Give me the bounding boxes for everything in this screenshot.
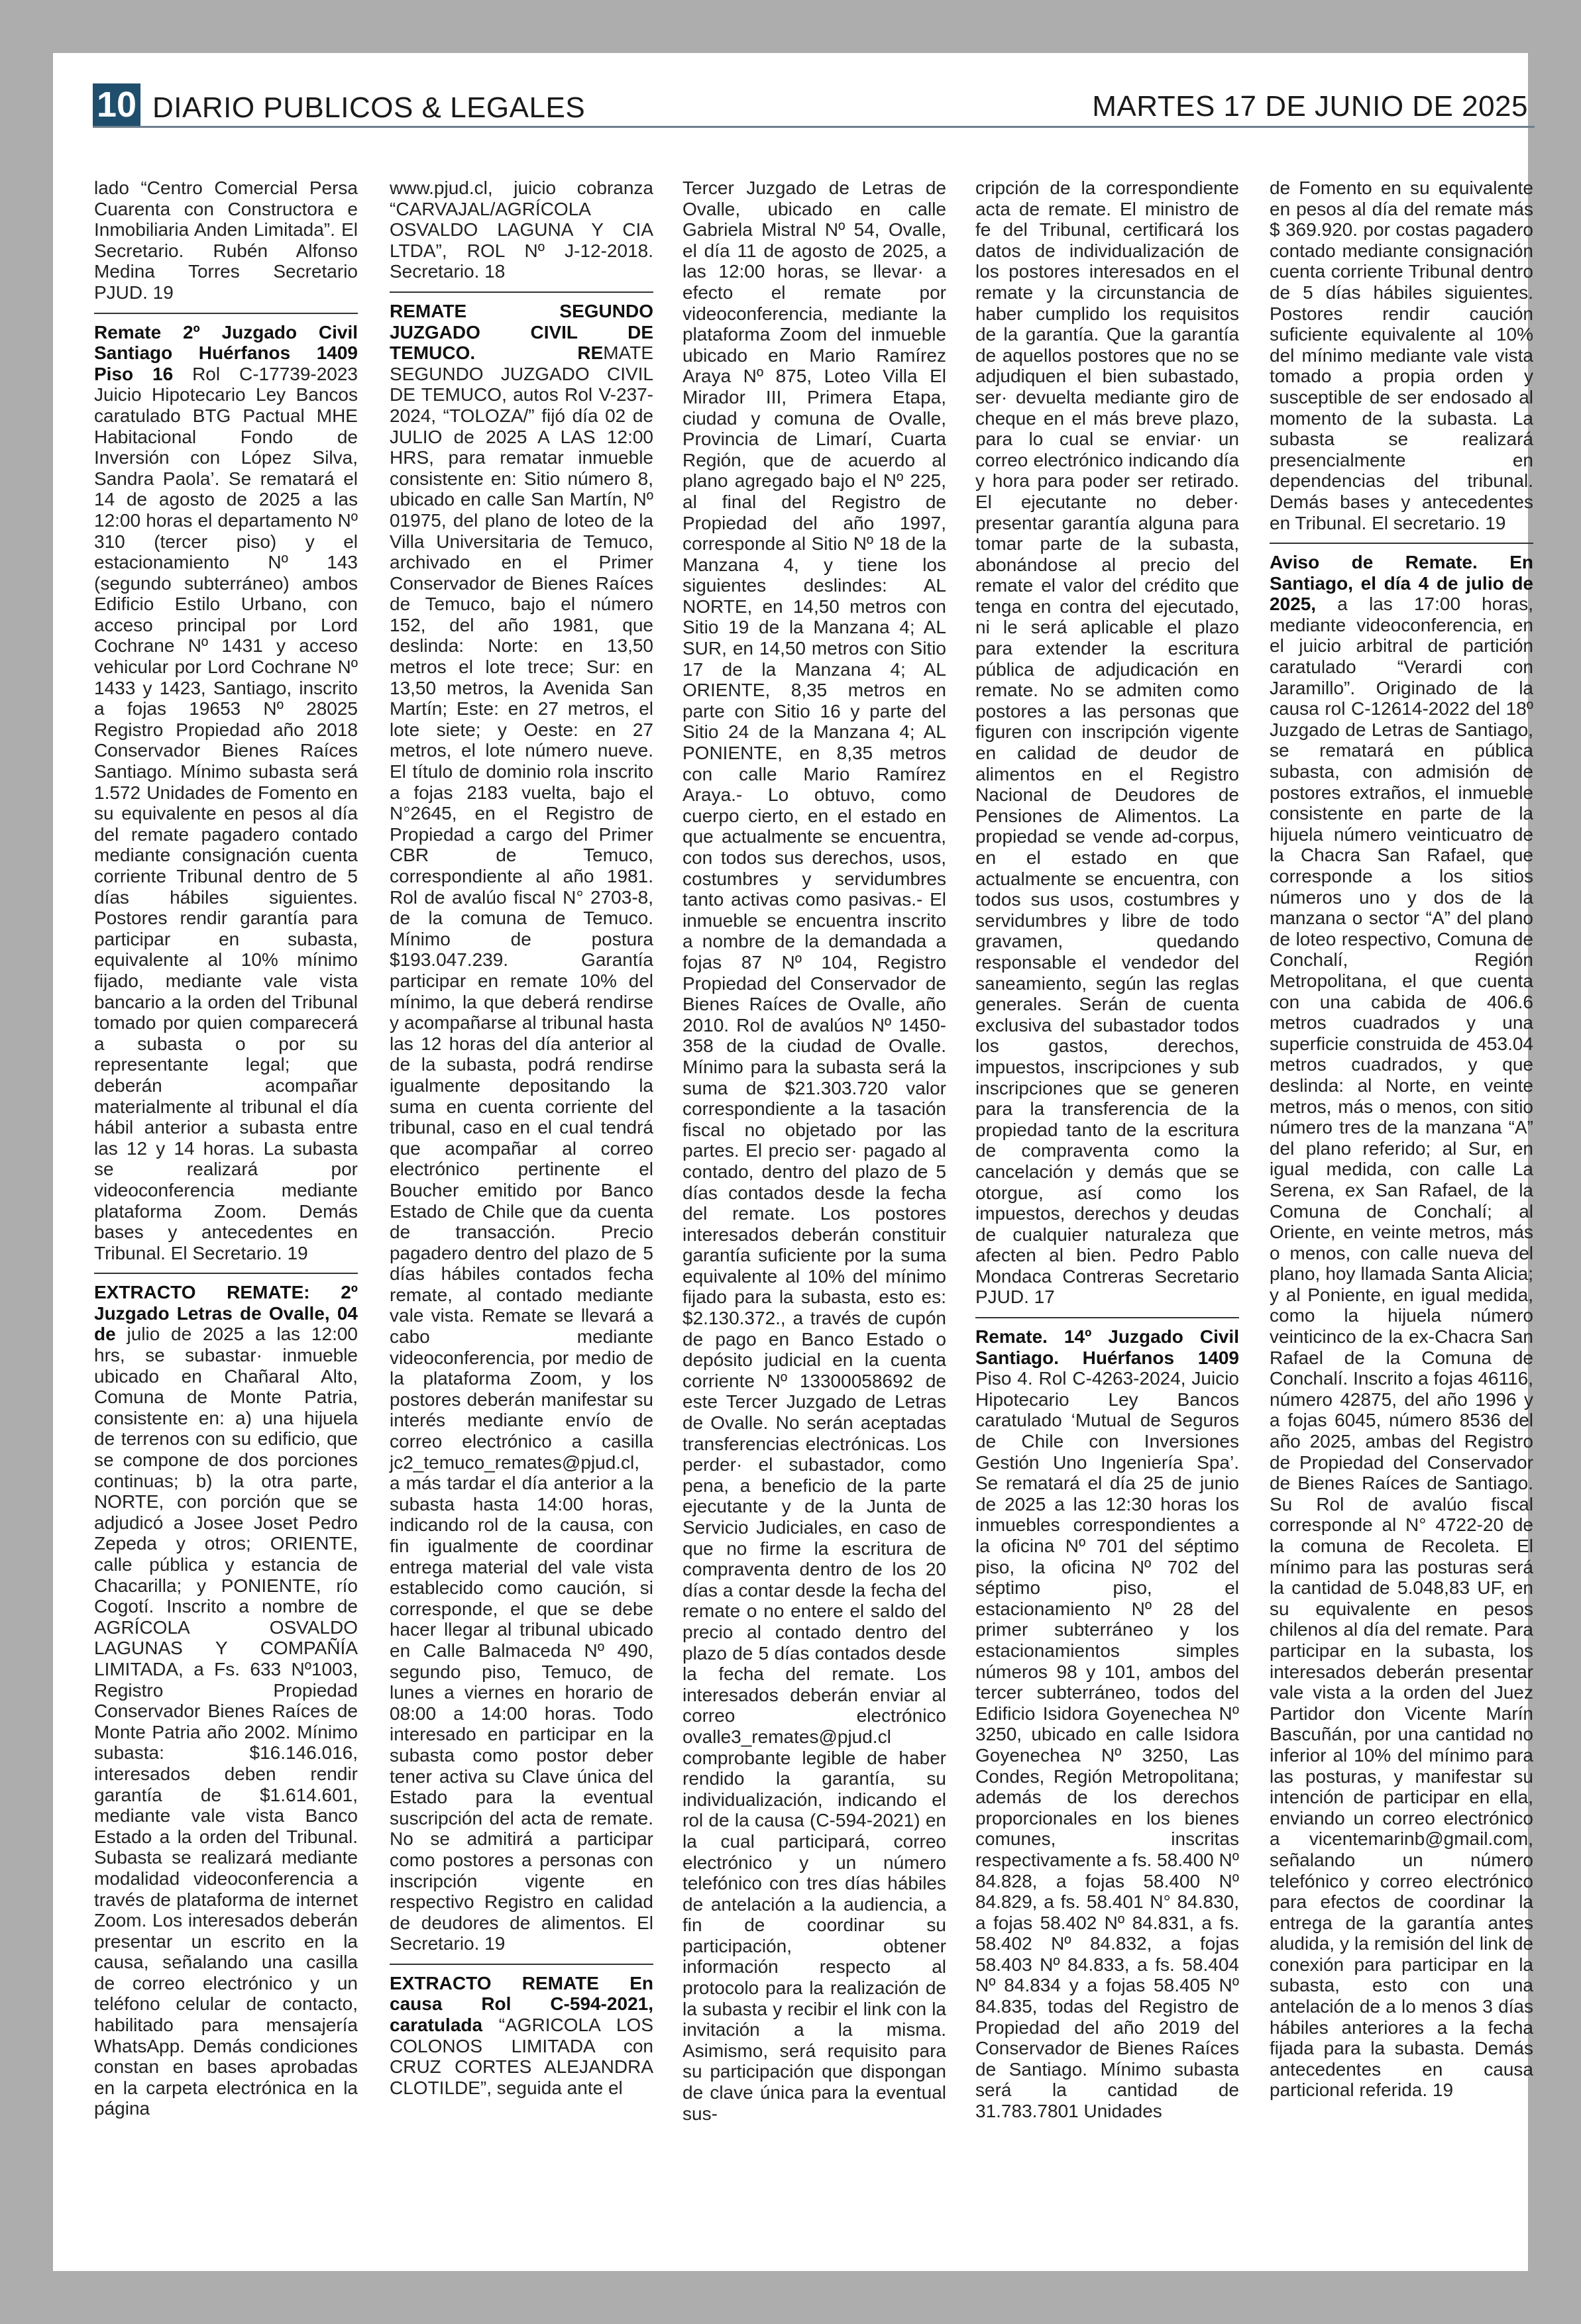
column-3 [682,178,946,2124]
notice-body: MATE SEGUNDO JUZGADO CIVIL DE TEMUCO, autos Rol V-237-2024, “TOLOZA/” fijó día 02 de JULIO de 2025 A LAS 12:00 HRS, para rematar inmueble consistente en: Sitio número 8, ubicado en calle San Martín, Nº 01975, del plano de loteo de la Villa Universitaria de Temuco, archivado en el Primer Conservador de Bienes Raíces de Temuco, bajo el número 152, del año 1981, que deslinda: Norte: en 13,50 metros el lote trece; Sur: en 13,50 metros, la Avenida San Martín; Este: en 27 metros, el lote siete; y Oeste: en 27 metros, el lote número nueve. El título de dominio rola inscrito a fojas 2183 vuelta, bajo el N°2645, en el Registro de Propiedad a cargo del Primer CBR de Temuco, correspondiente al año 1981. Rol de avalúo fiscal N° 2703-8, de la comuna de Temuco. Mínimo de postura $193.047.239. Garantía participar en remate 10% del mínimo, la que deberá rendirse y acompañarse al tribunal hasta las 12 horas del día anterior al de la subasta, podrá rendirse igualmente depositando la suma en cuenta corriente del tribunal, caso en el cual tendrá que acompañar al correo electrónico pertinente el Boucher emitido por Banco Estado de Chile que da cuenta de transacción. Precio pagadero dentro del plazo de 5 días hábiles contados fecha remate, al contado mediante vale vista. Remate se llevará a cabo mediante videoconferencia, por medio de la plataforma Zoom, y los postores deberán manifestar su interés mediante envío de correo electrónico a casilla jc2_temuco_remates@pjud.cl, a más tardar el día anterior a la subasta hasta 14:00 horas, indicando rol de la causa, con fin igualmente de coordinar entrega material del vale vista establecido como caución, si corresponde, el que se debe hacer llegar al tribunal ubicado en Calle Balmaceda Nº 490, segundo piso, Temuco, de lunes a viernes en horario de 08:00 a 14:00 horas. Todo interesado en participar en la subasta como postor deber tener activa su Clave única del Estado para la eventual suscripción del acta de remate. No se admitirá a participar como postores a personas con inscripción vigente en respectivo Registro en calidad de deudores de alimentos. El Secretario. 19 [390,343,653,1954]
notice-title: EXTRACTO REMATE En causa Rol C-594-2021, caratulada [390,1972,653,2036]
notice-body: lado “Centro Comercial Persa Cuarenta con Constructora e Inmobiliaria Anden Limitada”. El Secretario. Rubén Alfonso Medina Torres Secretario PJUD. 19 [94,178,358,303]
column-2 [390,178,653,2098]
column-4 [975,178,1239,2122]
publication-title: DIARIO PUBLICOS & LEGALES [152,91,586,124]
notice-continuation [682,178,946,2124]
column-5 [1270,178,1533,2101]
notice-body: de Fomento en su equivalente en pesos al día del remate más $ 369.920. por costas pagadero contado mediante consignación cuenta corriente Tribunal dentro de 5 días hábiles siguientes. Postores rendir caución suficiente equivalente al 10% del mínimo mediante vale vista tomado a propia orden y susceptible de ser endosado al momento de la subasta. La subasta se realizará presencialmente en dependencias del tribunal. Demás bases y antecedentes en Tribunal. El secretario. 19 [1270,178,1533,533]
notice-title: Aviso de Remate. En Santiago, el día 4 de julio de 2025, [1270,552,1533,615]
page-number: 10 [93,83,140,126]
notice-divider [390,291,653,293]
notice-body: Tercer Juzgado de Letras de Ovalle, ubicado en calle Gabriela Mistral Nº 54, Ovalle, el día 11 de agosto de 2025, a las 12:00 horas, se llevar· a efecto el remate por videoconferencia, mediante la plataforma Zoom del inmueble ubicado en Mario Ramírez Araya Nº 875, Loteo Villa El Mirador III, Primera Etapa, ciudad y comuna de Ovalle, Provincia de Limarí, Cuarta Región, que de acuerdo al plano agregado bajo el Nº 225, al final del Registro de Propiedad del año 1997, corresponde al Sitio Nº 18 de la Manzana 4, y tiene los siguientes deslindes: AL NORTE, en 14,50 metros con Sitio 19 de la Manzana 4; AL SUR, en 14,50 metros con Sitio 17 de la Manzana 4; AL ORIENTE, 8,35 metros en parte con Sitio 16 y parte del Sitio 24 de la Manzana 4; AL PONIENTE, en 8,35 metros con calle Mario Ramírez Araya.- Lo obtuvo, como cuerpo cierto, en el estado en que actualmente se encuentra, con todos sus derechos, usos, costumbres y servidumbres tanto activas como pasivas.- El inmueble se encuentra inscrito a nombre de la demandada a fojas 87 Nº 104, Registro Propiedad del Conservador de Bienes Raíces de Ovalle, año 2010. Rol de avalúos Nº 1450-358 de la ciudad de Ovalle. Mínimo para la subasta será la suma de $21.303.720 valor correspondiente a la tasación fiscal no objetado por las partes. El precio ser· pagado al contado, dentro del plazo de 5 días contados desde la fecha del remate. Los postores interesados deberán constituir garantía suficiente por la suma equivalente al 10% del mínimo fijado para la subasta, esto es: $2.130.372., a través de cupón de pago en Banco Estado o depósito judicial en la cuenta corriente Nº 13300058692 de este Tercer Juzgado de Letras de Ovalle. No serán aceptadas transferencias electrónicas. Los perder· el subastador, como pena, a beneficio de la parte ejecutante y de la Junta de Servicio Judiciales, en caso de que no firme la escritura de compraventa dentro de los 20 días a contar desde la fecha del remate o no entere el saldo del precio al contado dentro del plazo de 5 días contados desde la fecha del remate. Los interesados deberán enviar al correo electrónico ovalle3_remates@pjud.cl comprobante legible de haber rendido la garantía, su individualización, indicando el rol de la causa (C-594-2021) en la cual participará, correo electrónico y un número telefónico con tres días hábiles de antelación a la audiencia, a fin de coordinar su participación, obtener información respecto al protocolo para la realización de la subasta y recibir el link con la invitación a la misma. Asimismo, será requisito para su participación que dispongan de clave única para la eventual sus- [682,178,946,2124]
notice [390,301,653,1954]
notice-body: www.pjud.cl, juicio cobranza “CARVAJAL/AGRÍCOLA OSVALDO LAGUNA Y CIA LTDA”, ROL Nº J-12-2018. Secretario. 18 [390,178,653,282]
notice [94,322,358,1264]
notice-body: a las 17:00 horas, mediante videoconferencia, en el juicio arbitral de partición caratulado “Verardi con Jaramillo”. Originado de la causa rol C-12614-2022 del 18º Juzgado de Letras de Santiago, se rematará en pública subasta, con admisión de postores extraños, el inmueble consistente en parte de la hijuela número veinticuatro de la Chacra San Rafael, que corresponde a los sitios números uno y dos de la manzana o sector “A” del plano de loteo respectivo, Comuna de Conchalí, Región Metropolitana, el que cuenta con una cabida de 406.6 metros cuadrados y una superficie construida de 453.04 metros cuadrados, y que deslinda: al Norte, en veinte metros, más o menos, con sitio número tres de la manzana “A” del plano referido; al Sur, en igual medida, con calle La Serena, ex San Rafael, de la Comuna de Conchalí; al Oriente, en veinte metros, más o menos, con calle nueva del plano, hoy llamada Santa Alicia; y al Poniente, en igual medida, como la hijuela número veinticinco de la ex-Chacra San Rafael de la Comuna de Conchalí. Inscrito a fojas 46116, número 42875, del año 1996 y a fojas 6045, número 8536 del año 2025, ambas del Registro de Propiedad del Conservador de Bienes Raíces de Santiago. Su Rol de avalúo fiscal corresponde al N° 4722-20 de la comuna de Recoleta. El mínimo para las posturas será la cantidad de 5.048,83 UF, en su equivalente en pesos chilenos al día del remate. Para participar en la subasta, los interesados deberán presentar vale vista a la orden del Juez Partidor don Vicente Marín Bascuñán, por una cantidad no inferior al 10% del mínimo para las posturas, y manifestar su intención de participar en ella, enviando un correo electrónico a vicentemarinb@gmail.com, señalando un número telefónico y correo electrónico para efectos de coordinar la entrega de la garantía antes aludida, y la remisión del link de conexión para participar en la subasta, esto con una antelación de a lo menos 3 días hábiles anteriores a la fecha fijada para la subasta. Demás antecedentes en causa particional referida. 19 [1270,594,1534,2101]
publication-date: MARTES 17 DE JUNIO DE 2025 [1092,90,1528,123]
page-header [93,83,1535,128]
notice [390,1973,653,2099]
notice-body: “AGRICOLA LOS COLONOS LIMITADA con CRUZ CORTES ALEJANDRA CLOTILDE”, seguida ante el [390,2015,653,2098]
notice-title: REMATE SEGUNDO JUZGADO CIVIL DE TEMUCO. RE [390,300,653,364]
notice-title: EXTRACTO REMATE: 2º Juzgado Letras de Ovalle, 04 de [94,1282,358,1345]
notice-divider [1270,543,1533,544]
notice-divider [94,313,358,314]
notice-body: julio de 2025 a las 12:00 hrs, se subastar· inmueble ubicado en Chañaral Alto, Comuna de Monte Patria, consistente en: a) una hijuela de terrenos con su edificio, que se compone de dos porciones continuas; b) la otra parte, NORTE, con porción que se adjudicó a Josee Joset Pedro Zepeda y otros; ORIENTE, calle pública y estancia de Chacarilla; y PONIENTE, río Cogotí. Inscrito a nombre de AGRÍCOLA OSVALDO LAGUNAS Y COMPAÑÍA LIMITADA, a Fs. 633 Nº1003, Registro Propiedad Conservador Bienes Raíces de Monte Patria año 2002. Mínimo subasta: $16.146.016, interesados deben rendir garantía de $1.614.601, mediante vale vista Banco Estado a la orden del Tribunal. Subasta se realizará mediante modalidad videoconferencia a través de plataforma de internet Zoom. Los interesados deberán presentar un escrito en la causa, señalando una casilla de correo electrónico y un teléfono celular de contacto, habilitado para mensajería WhatsApp. Demás condiciones constan en bases aprobadas en la carpeta electrónica en la página [94,1324,358,2119]
column-1 [94,178,358,2119]
notice [975,1326,1239,2122]
notice-body: Rol C-17739-2023 Juicio Hipotecario Ley Bancos caratulado BTG Pactual MHE Habitacional Fondo de Inversión con López Silva, Sandra Paola’. Se rematará el 14 de agosto de 2025 a las 12:00 horas el departamento Nº 310 (tercer piso) y el estacionamiento Nº 143 (segundo subterráneo) ambos Edificio Estilo Urbano, con acceso principal por Lord Cochrane Nº 1431 y acceso vehicular por Lord Cochrane Nº 1433 y 1423, Santiago, inscrito a fojas 19653 Nº 28025 Registro Propiedad año 2018 Conservador Bienes Raíces Santiago. Mínimo subasta será 1.572 Unidades de Fomento en su equivalente en pesos al día del remate pagadero contado mediante consignación cuenta corriente Tribunal dentro de 5 días hábiles siguientes. Postores rendir garantía para participar en subasta, equivalente al 10% mínimo fijado, mediante vale vista bancario a la orden del Tribunal tomado por quien comparecerá a subasta o por su representante legal; que deberán acompañar materialmente al tribunal el día hábil anterior a subasta entre las 12 y 14 horas. La subasta se realizará por videoconferencia mediante plataforma Zoom. Demás bases y antecedentes en Tribunal. El Secretario. 19 [94,363,358,1263]
notice-continuation [94,178,358,303]
notice [1270,552,1533,2101]
notice-divider [94,1273,358,1274]
notice-divider [390,1964,653,1965]
notice-continuation [1270,178,1533,533]
notice-continuation [390,178,653,282]
notice-divider [975,1317,1239,1318]
notice-continuation [975,178,1239,1308]
notice-title: Remate 2º Juzgado Civil Santiago Huérfanos 1409 Piso 16 [94,321,358,384]
notice [94,1282,358,2119]
notice-body: cripción de la correspondiente acta de remate. El ministro de fe del Tribunal, certificará los datos de individualización de los postores interesados en el remate y la circunstancia de haber cumplido los requisitos de la garantía. Que la garantía de aquellos postores que no se adjudiquen el bien subastado, ser· devuelta mediante giro de cheque en el más breve plazo, para lo cual se enviar· un correo electrónico indicando día y hora para poder ser retirado. El ejecutante no deber· presentar garantía alguna para tomar parte de la subasta, abonándose al precio del remate el valor del crédito que tenga en contra del ejecutado, ni le será aplicable el plazo para extender la escritura pública de adjudicación en remate. No se admiten como postores a las personas que figuren con inscripción vigente en calidad de deudor de alimentos en el Registro Nacional de Deudores de Pensiones de Alimentos. La propiedad se vende ad-corpus, en el estado en que actualmente se encuentra, con todos sus usos, costumbres y servidumbres y libre de todo gravamen, quedando responsable el vendedor del saneamiento, según las reglas generales. Serán de cuenta exclusiva del subastador todos los gastos, derechos, impuestos, inscripciones y sub inscripciones que se generen para la transferencia de la propiedad tanto de la escritura de compraventa como la cancelación y demás que se otorgue, así como los impuestos, derechos y deudas de cualquier naturaleza que afecten al bien. Pedro Pablo Mondaca Contreras Secretario PJUD. 17 [975,178,1239,1308]
notice-title: Remate. 14º Juzgado Civil Santiago. Huérfanos 1409 [975,1326,1239,1368]
notice-body: Piso 4. Rol C-4263-2024, Juicio Hipotecario Ley Bancos caratulado ‘Mutual de Seguros de Chile con Inversiones Gestión Uno Ingeniería Spa’. Se rematará el día 25 de junio de 2025 a las 12:30 horas los inmuebles correspondientes a la oficina Nº 701 del séptimo piso, la oficina Nº 702 del séptimo piso, el estacionamiento Nº 28 del primer subterráneo y los estacionamientos simples números 98 y 101, ambos del tercer subterráneo, todos del Edificio Isidora Goyenechea Nº 3250, ubicado en calle Isidora Goyenechea Nº 3250, Las Condes, Región Metropolitana; además de los derechos proporcionales en los bienes comunes, inscritas respectivamente a fs. 58.400 Nº 84.828, a fojas 58.400 Nº 84.829, a fs. 58.401 N° 84.830, a fojas 58.402 Nº 84.831, a fs. 58.402 Nº 84.832, a fojas 58.403 Nº 84.833, a fs. 58.404 Nº 84.834 y a fojas 58.405 Nº 84.835, todas del Registro de Propiedad del año 2019 del Conservador de Bienes Raíces de Santiago. Mínimo subasta será la cantidad de 31.783.7801 Unidades [975,1368,1239,2122]
